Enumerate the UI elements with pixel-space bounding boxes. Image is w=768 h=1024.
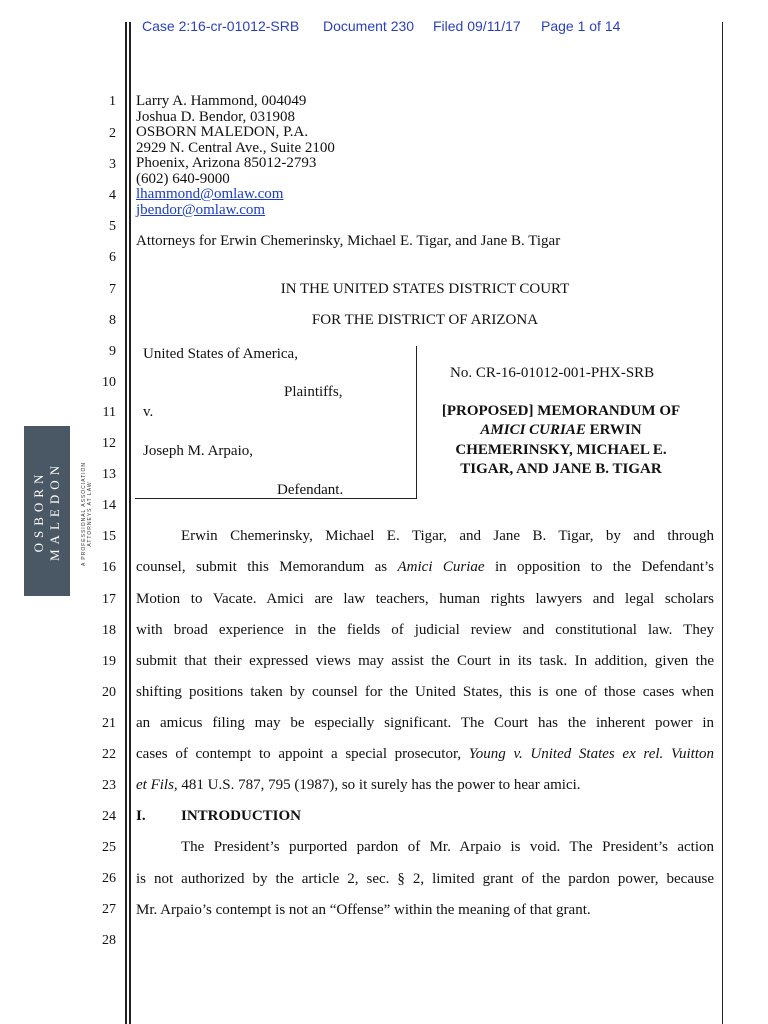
attorney-name: Larry A. Hammond, 004049 xyxy=(136,93,307,109)
attorneys-for: Attorneys for Erwin Chemerinsky, Michael E. Tigar, and Jane B. Tigar xyxy=(136,233,561,249)
paragraph-line: shifting positions taken by counsel for the United States, this is one of those cases when xyxy=(136,684,714,700)
logo-text: OSBORN xyxy=(31,469,46,553)
document-number: Document 230 xyxy=(323,18,415,34)
line-number: 6 xyxy=(109,250,116,265)
document-title: TIGAR, AND JANE B. TIGAR xyxy=(460,461,662,477)
court-district: FOR THE DISTRICT OF ARIZONA xyxy=(311,312,539,328)
line-number: 8 xyxy=(109,313,116,328)
paragraph-line: submit that their expressed views may assist the Court in its task. In addition, given the xyxy=(136,653,714,669)
logo-text: MALEDON xyxy=(47,461,62,561)
line-number: 1 xyxy=(109,94,116,109)
paragraph-line: counsel, submit this Memorandum as Amici Curiae in opposition to the Defendant’s xyxy=(136,559,714,575)
left-margin-rule-1 xyxy=(125,22,127,1024)
defendant-role: Defendant. xyxy=(277,482,344,498)
email-link[interactable]: jbendor@omlaw.com xyxy=(136,202,266,218)
filed-date: Filed 09/11/17 xyxy=(433,18,521,34)
firm-name: OSBORN MALEDON, P.A. xyxy=(136,124,309,140)
paragraph-line: The President’s purported pardon of Mr. Arpaio is void. The President’s action xyxy=(181,839,714,855)
plaintiff-name: United States of America, xyxy=(143,346,298,362)
paragraph-line: Erwin Chemerinsky, Michael E. Tigar, and Jane B. Tigar, by and through xyxy=(181,528,714,544)
section-heading: INTRODUCTION xyxy=(181,808,302,824)
page-indicator: Page 1 of 14 xyxy=(541,18,621,34)
firm-address: 2929 N. Central Ave., Suite 2100 xyxy=(136,140,335,156)
paragraph-line: with broad experience in the fields of judicial review and constitutional law. They xyxy=(136,622,714,638)
paragraph-line: Motion to Vacate. Amici are law teachers, human rights lawyers and legal scholars xyxy=(136,591,714,607)
line-number: 17 xyxy=(102,592,116,607)
line-number: 28 xyxy=(102,933,116,948)
case-number-caption: No. CR-16-01012-001-PHX-SRB xyxy=(450,365,655,381)
line-number: 26 xyxy=(102,871,116,886)
paragraph-line: cases of contempt to appoint a special prosecutor, Young v. United States ex rel. Vuitton xyxy=(136,746,714,762)
line-number: 20 xyxy=(102,685,116,700)
line-number: 2 xyxy=(109,126,116,141)
line-number: 5 xyxy=(109,219,116,234)
firm-address: Phoenix, Arizona 85012-2793 xyxy=(136,155,317,171)
caption-bottom-rule xyxy=(135,498,417,499)
line-number: 19 xyxy=(102,654,116,669)
firm-phone: (602) 640-9000 xyxy=(136,171,230,187)
line-number: 24 xyxy=(102,809,116,824)
court-name: IN THE UNITED STATES DISTRICT COURT xyxy=(280,281,570,297)
section-number: I. xyxy=(136,808,146,824)
line-number: 10 xyxy=(102,375,116,390)
document-title: CHEMERINSKY, MICHAEL E. xyxy=(455,442,667,458)
case-number: Case 2:16-cr-01012-SRB xyxy=(142,18,300,34)
line-number: 25 xyxy=(102,840,116,855)
line-number: 7 xyxy=(109,282,116,297)
email-link[interactable]: lhammond@omlaw.com xyxy=(136,186,284,202)
line-number: 18 xyxy=(102,623,116,638)
paragraph-line: Mr. Arpaio’s contempt is not an “Offense” within the meaning of that grant. xyxy=(136,902,591,918)
paragraph-line: an amicus filing may be especially significant. The Court has the inherent power in xyxy=(136,715,714,731)
paragraph-line: et Fils, 481 U.S. 787, 795 (1987), so it surely has the power to hear amici. xyxy=(136,777,581,793)
line-number: 21 xyxy=(102,716,116,731)
line-number: 13 xyxy=(102,467,116,482)
line-number: 23 xyxy=(102,778,116,793)
line-number: 12 xyxy=(102,436,116,451)
line-number: 27 xyxy=(102,902,116,917)
firm-tagline: A PROFESSIONAL ASSOCIATION ATTORNEYS AT LAW xyxy=(81,461,93,567)
right-margin-rule xyxy=(722,22,723,1024)
paragraph-line: is not authorized by the article 2, sec. § 2, limited grant of the pardon power, because xyxy=(136,871,714,887)
osborn-maledon-logo xyxy=(24,426,70,596)
line-number: 3 xyxy=(109,157,116,172)
line-number: 15 xyxy=(102,529,116,544)
plaintiff-role: Plaintiffs, xyxy=(284,384,343,400)
line-number: 14 xyxy=(102,498,116,513)
caption-divider xyxy=(416,346,417,498)
left-margin-rule-2 xyxy=(129,22,131,1024)
versus: v. xyxy=(143,404,154,420)
line-number: 22 xyxy=(102,747,116,762)
line-number: 9 xyxy=(109,344,116,359)
attorney-name: Joshua D. Bendor, 031908 xyxy=(136,109,295,125)
line-number: 16 xyxy=(102,560,116,575)
line-number: 11 xyxy=(102,405,116,420)
defendant-name: Joseph M. Arpaio, xyxy=(143,443,253,459)
document-title: [PROPOSED] MEMORANDUM OF xyxy=(441,403,681,419)
line-number: 4 xyxy=(109,188,116,203)
document-title: AMICI CURIAE ERWIN xyxy=(480,422,642,438)
